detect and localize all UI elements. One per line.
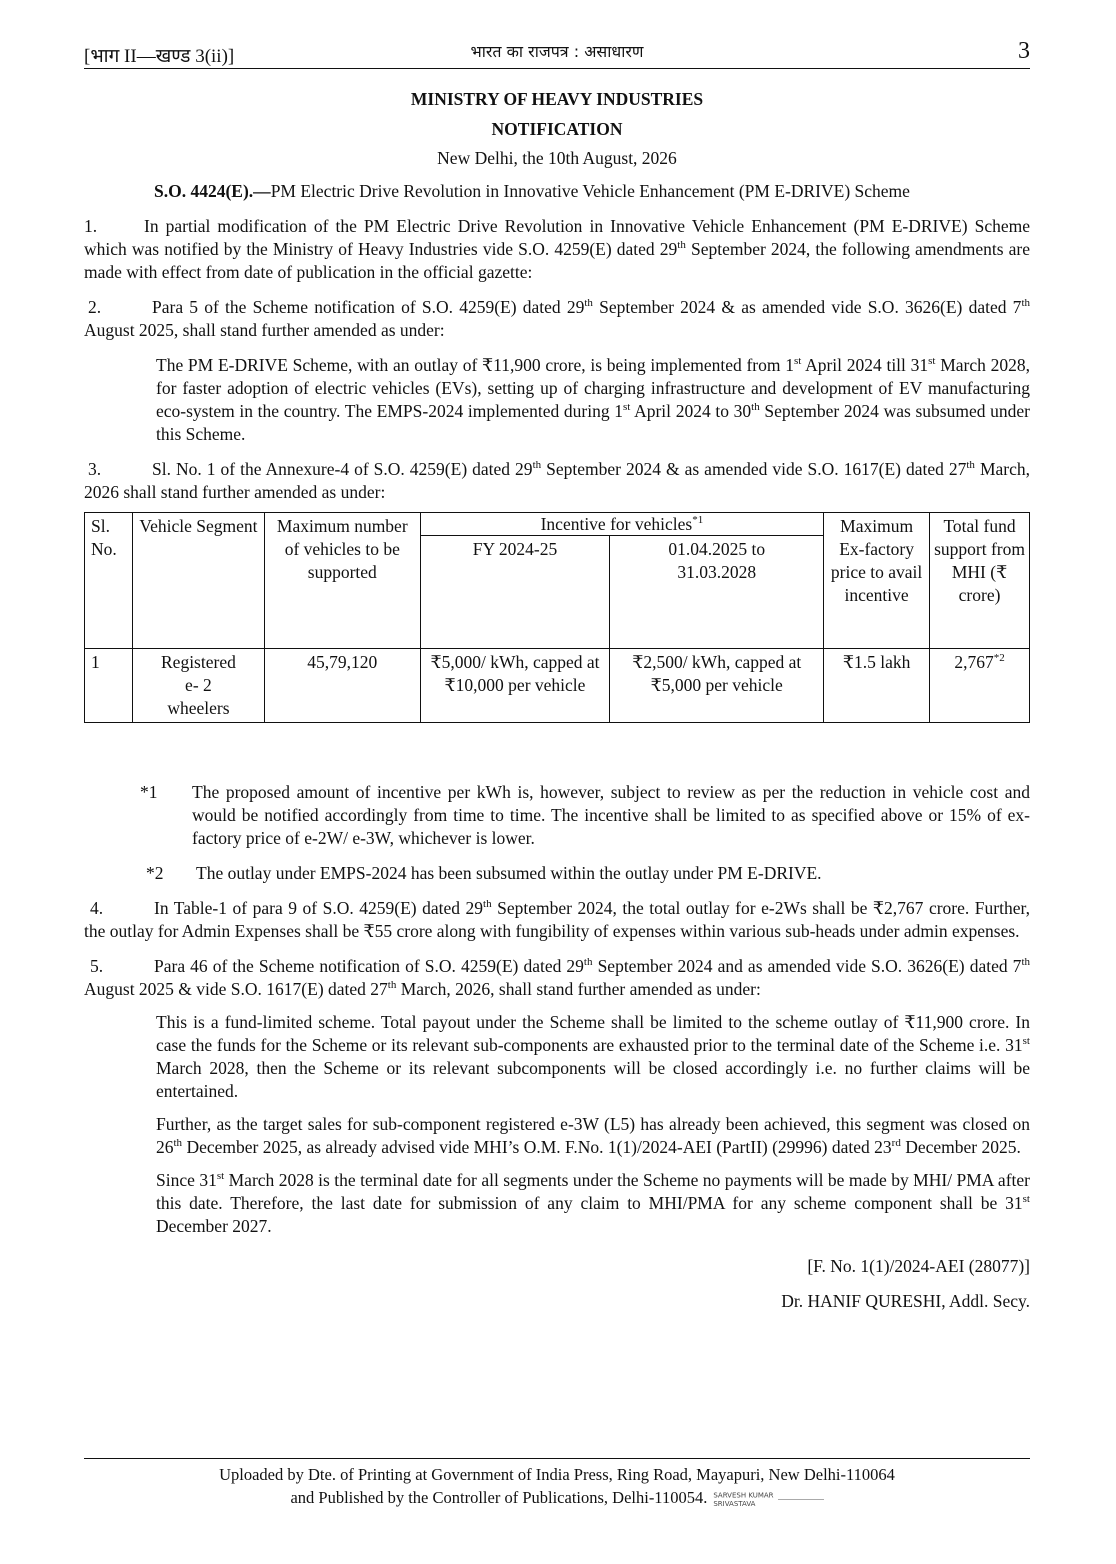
footnote-text: The outlay under EMPS-2024 has been subsumed within the outlay under PM E-DRIVE.: [196, 863, 822, 883]
superscript: th: [1021, 297, 1030, 310]
para-text: March 2028, for faster adoption of electric vehicles (EVs), setting up of charging infrastructure and development of EV manufacturing eco-system in the country. The EMPS-2024 implemented during 1: [156, 355, 1030, 421]
so-number: S.O. 4424(E).—: [154, 181, 271, 201]
para-text: In partial modification of the PM Electric Drive Revolution in Innovative Vehicle Enhancement (PM E-DRIVE) Scheme which was notified by the Ministry of Heavy Industries vide S.O. 4259(E) dated 29: [84, 216, 1030, 259]
footnote-1: [140, 781, 1030, 850]
superscript: th: [966, 459, 975, 472]
para-text: September 2024, the total outlay for e-2Ws shall be ₹2,767 crore. Further, the outlay for Admin Expenses shall be ₹55 crore along with fungibility of expenses within various sub-heads under admin expenses.: [84, 898, 1030, 941]
paragraph-5: [84, 955, 1030, 1001]
para-number: 3.: [88, 459, 102, 479]
superscript: th: [387, 979, 397, 992]
superscript: th: [584, 297, 593, 310]
para-text: September 2024, the following amendments are made with effect from date of publication in the official gazette:: [84, 239, 1030, 282]
col-header-total-fund: Total fund support from MHI (₹ crore): [930, 513, 1030, 649]
footer-line-1: Uploaded by Dte. of Printing at Government of India Press, Ring Road, Mayapuri, New Delhi-110064: [219, 1465, 895, 1484]
paragraph-5-quote-3: [156, 1169, 1030, 1238]
col-header-max-price: Maximum Ex-factory price to avail incentive: [824, 513, 930, 649]
table-row: [85, 649, 1030, 723]
so-line: [84, 179, 1030, 203]
footnote-2: [140, 862, 1030, 885]
footer: [84, 1463, 1030, 1509]
para-text: April 2024 to 30: [630, 401, 752, 421]
para-text: December 2025, as already advised vide MHI’s O.M. F.No. 1(1)/2024-AEI (PartII) (29996) dated 23: [182, 1137, 892, 1157]
cell-fy1: ₹5,000/ kWh, capped at ₹10,000 per vehicle: [420, 649, 610, 723]
signature-fine-print: [778, 1491, 824, 1500]
so-title: PM Electric Drive Revolution in Innovative Vehicle Enhancement (PM E-DRIVE) Scheme: [270, 181, 910, 201]
incentive-table: [84, 512, 1030, 723]
para-text: The PM E-DRIVE Scheme, with an outlay of ₹11,900 crore, is being implemented from 1: [156, 355, 794, 375]
table-header-row: [85, 513, 1030, 536]
cell-total-fund: [930, 649, 1030, 723]
superscript: th: [677, 239, 686, 252]
para-text: December 2027.: [156, 1216, 272, 1236]
paragraph-2-quote: [156, 354, 1030, 446]
gazette-page: [84, 34, 1030, 1312]
paragraph-4: [84, 897, 1030, 943]
col-header-fy1: FY 2024-25: [420, 536, 610, 649]
para-number: 2.: [88, 297, 102, 317]
cell-fy2: ₹2,500/ kWh, capped at ₹5,000 per vehicle: [610, 649, 824, 723]
footnote-marker: *2: [993, 652, 1005, 665]
para-text: August 2025, shall stand further amended as under:: [84, 320, 445, 340]
running-header: [84, 34, 1030, 74]
footnote-mark: *1: [140, 782, 158, 802]
paragraph-1: [84, 215, 1030, 284]
para-text: This is a fund-limited scheme. Total payout under the Scheme shall be limited to the scheme outlay of ₹11,900 crore. In case the funds for the Scheme or its relevant sub-components are exhausted prior to the terminal date of the Scheme i.e. 31: [156, 1012, 1030, 1055]
para-text: March, 2026, shall stand further amended as under:: [396, 979, 761, 999]
superscript: st: [216, 1170, 225, 1183]
paragraph-3: [84, 458, 1030, 504]
para-number: 1.: [84, 216, 98, 236]
cell-max-price: ₹1.5 lakh: [824, 649, 930, 723]
footer-line-2-text: and Published by the Controller of Publications, Delhi-110054.: [290, 1488, 708, 1507]
col-header-incentive: [420, 513, 823, 536]
superscript: th: [1021, 956, 1030, 969]
total-fund-value: 2,767: [954, 652, 994, 672]
paragraph-2: [84, 296, 1030, 342]
col-header-segment: Vehicle Segment: [132, 513, 264, 649]
paragraph-5-quote-1: [156, 1011, 1030, 1103]
header-gazette-title: भारत का राजपत्र : असाधारण: [470, 42, 644, 61]
superscript: th: [532, 459, 542, 472]
superscript: st: [1022, 1193, 1030, 1206]
header-part-section: [भाग II—खण्ड 3(ii)]: [84, 46, 235, 67]
ministry-title: MINISTRY OF HEAVY INDUSTRIES: [410, 89, 704, 109]
para-number: 5.: [90, 956, 104, 976]
para-number: 4.: [90, 898, 104, 918]
para-text: September 2024 and as amended vide S.O. 3626(E) dated 7: [592, 956, 1022, 976]
page-number: 3: [1018, 38, 1030, 64]
footnote-marker: *1: [692, 514, 704, 527]
incentive-label: Incentive for vehicles: [540, 514, 693, 534]
signature-name-1: SARVESH KUMAR: [713, 1491, 774, 1500]
para-text: Para 46 of the Scheme notification of S.O. 4259(E) dated 29: [154, 956, 584, 976]
para-text: April 2024 till 31: [801, 355, 929, 375]
superscript: st: [623, 401, 631, 414]
para-text: August 2025 & vide S.O. 1617(E) dated 27: [84, 979, 388, 999]
superscript: th: [751, 401, 760, 414]
para-text: Further, as the target sales for sub-component registered e-3W (L5) has already been achieved, this segment was closed on 26: [156, 1114, 1030, 1157]
footer-line-2: [84, 1486, 1030, 1509]
para-text: Para 5 of the Scheme notification of S.O. 4259(E) dated 29: [152, 297, 585, 317]
file-number: [F. No. 1(1)/2024-AEI (28077)]: [807, 1256, 1030, 1276]
col-header-max-vehicles: Maximum number of vehicles to be supported: [264, 513, 420, 649]
para-text: March 2028 is the terminal date for all segments under the Scheme no payments will be made by MHI/ PMA after this date. Therefore, the last date for submission of any claim to MHI/PMA for any scheme component shall be 31: [156, 1170, 1030, 1213]
cell-segment: Registered e- 2 wheelers: [132, 649, 264, 723]
place-date: New Delhi, the 10th August, 2026: [437, 148, 677, 168]
notification-heading: NOTIFICATION: [491, 119, 623, 139]
digital-signature-stamp: [713, 1491, 823, 1508]
para-text: March 2028, then the Scheme or its relevant subcomponents will be closed accordingly i.e. no further claims will be entertained.: [156, 1058, 1030, 1101]
para-text: September 2024 & as amended vide S.O. 3626(E) dated 7: [592, 297, 1022, 317]
signature-name-2: SRIVASTAVA: [713, 1499, 756, 1508]
footnotes: [84, 781, 1030, 885]
para-text: March, 2026 shall stand further amended as under:: [84, 459, 1030, 502]
superscript: st: [928, 355, 936, 368]
footnote-mark: *2: [146, 863, 164, 883]
footer-rule: [84, 1458, 1030, 1459]
superscript: st: [793, 355, 802, 368]
para-text: In Table-1 of para 9 of S.O. 4259(E) dated 29: [154, 898, 484, 918]
para-text: September 2024 was subsumed under this Scheme.: [156, 401, 1030, 444]
superscript: rd: [891, 1137, 901, 1150]
header-rule: [84, 68, 1030, 69]
para-text: December 2025.: [900, 1137, 1021, 1157]
para-text: Since 31: [156, 1170, 217, 1190]
superscript: th: [583, 956, 593, 969]
signatory: Dr. HANIF QURESHI, Addl. Secy.: [781, 1291, 1030, 1311]
superscript: st: [1022, 1035, 1030, 1048]
superscript: th: [483, 898, 492, 911]
footnote-text: The proposed amount of incentive per kWh is, however, subject to review as per the reduction in vehicle cost and would be notified accordingly from time to time. The incentive shall be limited to as specified above or 15% of ex-factory price of e-2W/ e-3W, whichever is lower.: [192, 782, 1030, 848]
superscript: th: [173, 1137, 183, 1150]
cell-sl: 1: [85, 649, 133, 723]
paragraph-5-quote-2: [156, 1113, 1030, 1159]
para-text: Sl. No. 1 of the Annexure-4 of S.O. 4259(E) dated 29: [152, 459, 533, 479]
para-text: September 2024 & as amended vide S.O. 1617(E) dated 27: [541, 459, 967, 479]
cell-max-vehicles: 45,79,120: [264, 649, 420, 723]
col-header-fy2: 01.04.2025 to 31.03.2028: [610, 536, 824, 649]
col-header-sl: Sl. No.: [85, 513, 133, 649]
